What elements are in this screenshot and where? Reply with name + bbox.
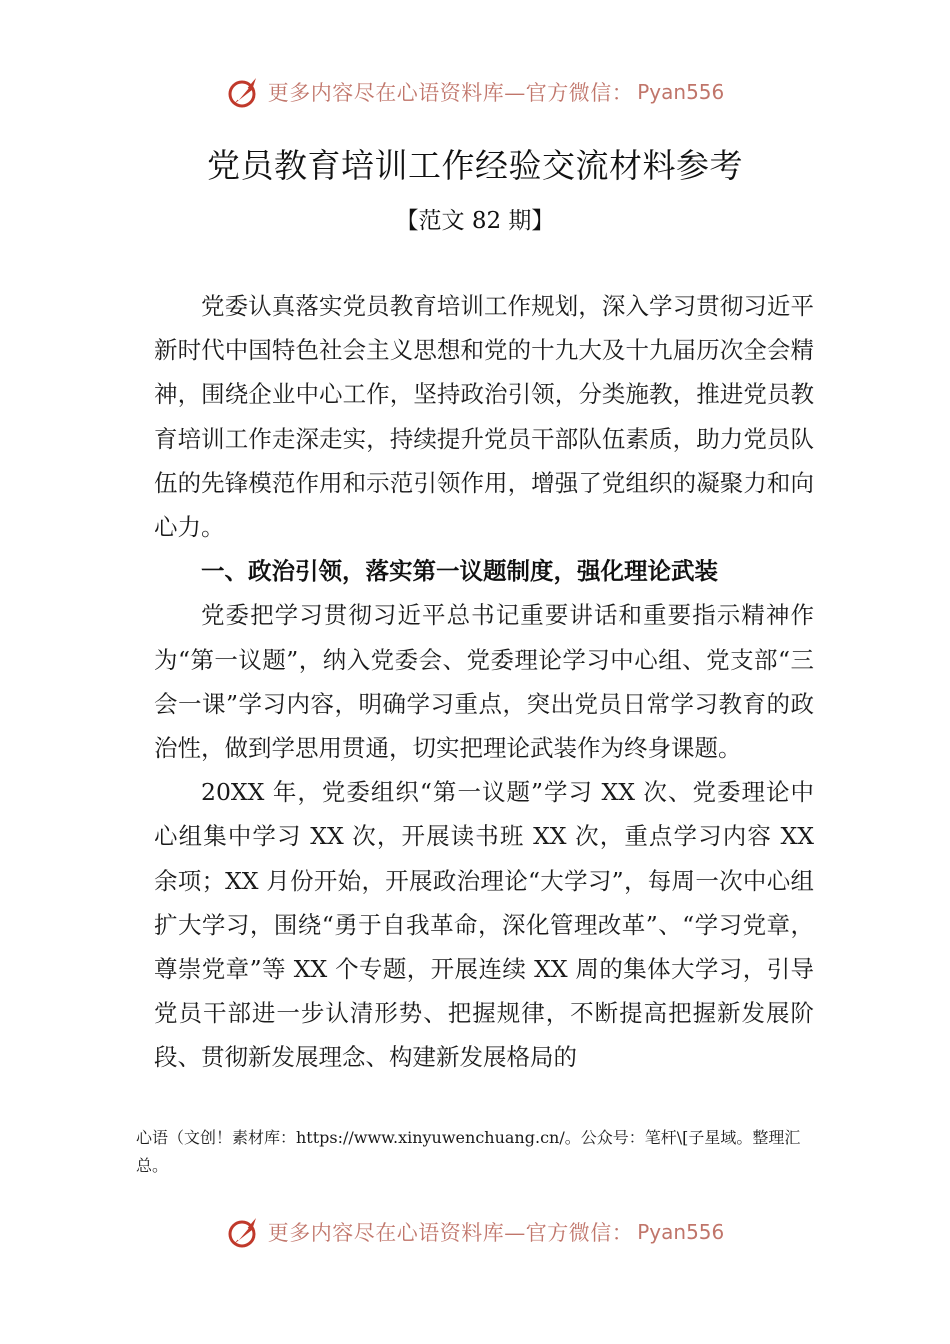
issue-label: 【范文 82 期】 [395,208,555,234]
banner-text: 更多内容尽在心语资料库—官方微信： [267,81,634,105]
document-title: 党员教育培训工作经验交流材料参考 [207,146,743,185]
banner-wechat-id: Pyan556 [637,80,725,104]
quill-logo-icon [226,74,262,110]
document-body [154,284,814,1080]
header-banner [0,70,950,114]
section-paragraph: 党委把学习贯彻习近平总书记重要讲话和重要指示精神作为“第一议题”，纳入党委会、党委理论学习中心组、党支部“三会一课”学习内容，明确学习重点，突出党员日常学习教育的政治性，做到学思用贯通，切实把理论武装作为终身课题。 [154,601,814,763]
intro-paragraph: 党委认真落实党员教育培训工作规划，深入学习贯彻习近平新时代中国特色社会主义思想和党的十九大及十九届历次全会精神，围绕企业中心工作，坚持政治引领，分类施教，推进党员教育培训工作走深走实，持续提升党员干部队伍素质，助力党员队伍的先锋模范作用和示范引领作用，增强了党组织的凝聚力和向心力。 [154,292,814,542]
banner-text: 更多内容尽在心语资料库—官方微信： [267,1221,634,1245]
banner-wechat-id: Pyan556 [637,1220,725,1244]
section-heading: 一、政治引领，落实第一议题制度，强化理论武装 [201,557,718,586]
footer-banner [0,1210,950,1254]
footer-note: 心语（文创！素材库：https://www.xinyuwenchuang.cn/。公众号：笔杆\[子星域。整理汇总。 [136,1128,801,1175]
quill-logo-icon [226,1214,262,1250]
section-paragraph: 20XX 年，党委组织“第一议题”学习 XX 次、党委理论中心组集中学习 XX 次，开展读书班 XX 次，重点学习内容 XX 余项；XX 月份开始，开展政治理论“大学习”，每周一次中心组扩大学习，围绕“勇于自我革命，深化管理改革”、“学习党章，尊崇党章”等 XX 个专题，开展连续 XX 周的集体大学习，引导党员干部进一步认清形势、把握规律，不断提高把握新发展阶段、贯彻新发展理念、构建新发展格局的 [154,778,814,1072]
